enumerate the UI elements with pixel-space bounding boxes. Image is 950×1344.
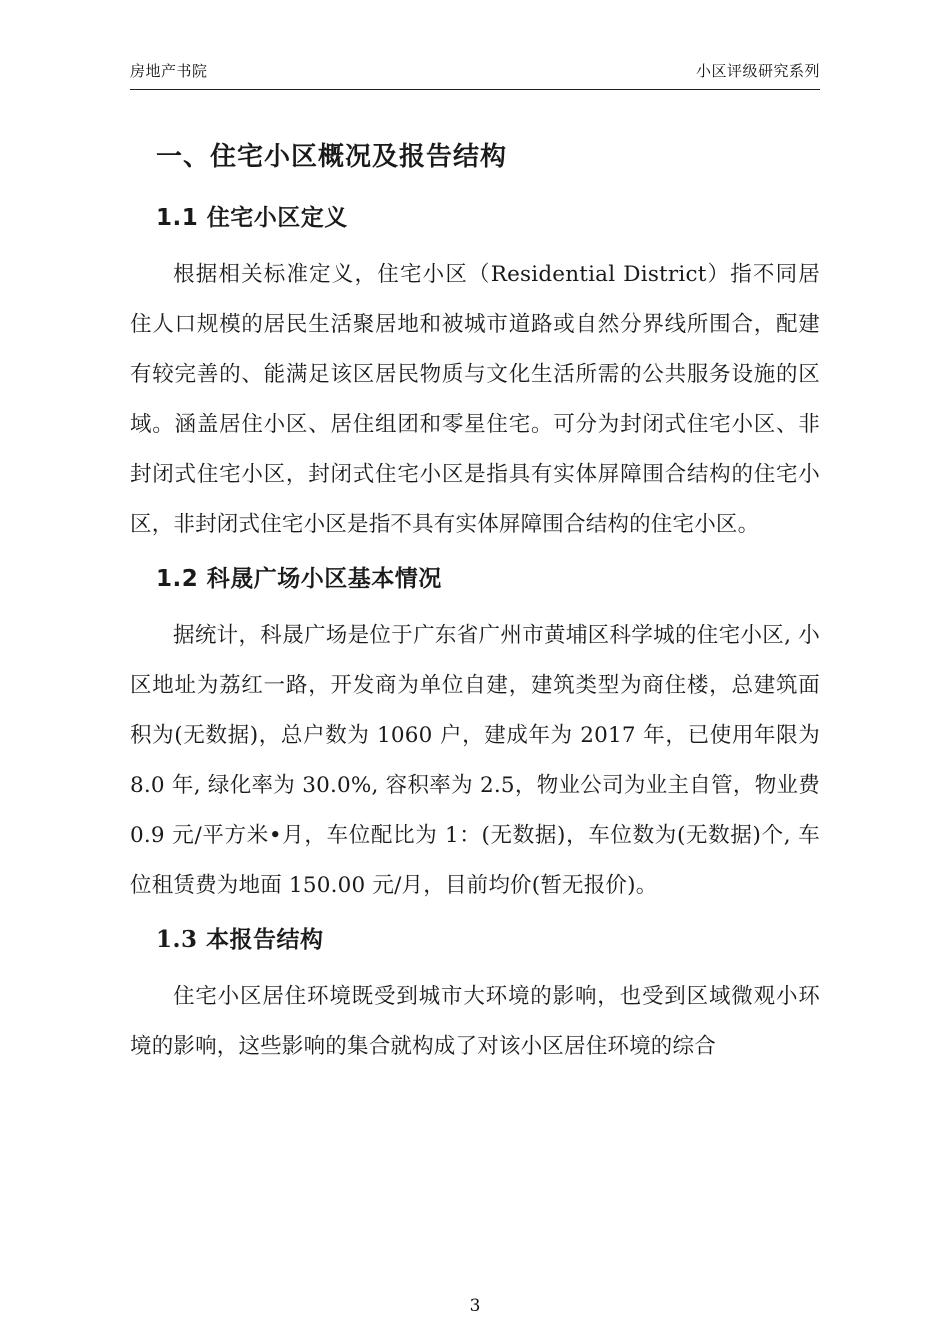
section-heading-1-3: 1.3 本报告结构 — [156, 926, 324, 953]
section-heading-1-1: 1.1 住宅小区定义 — [156, 205, 348, 231]
section-heading-1-2: 1.2 科晟广场小区基本情况 — [156, 566, 442, 592]
section-paragraph-1-1: 根据相关标准定义，住宅小区（Residential District）指不同居住人口规模的居民生活聚居地和被城市道路或自然分界线所围合，配建有较完善的、能满足该区居民物质与文化生活所需的公共服务设施的区域。涵盖居住小区、居住组团和零星住宅。可分为封闭式住宅小区、非封闭式住宅小区，封闭式住宅小区是指具有实体屏障围合结构的住宅小区，非封闭式住宅小区是指不具有实体屏障围合结构的住宅小区。 — [130, 262, 820, 537]
running-header-left: 房地产书院 — [130, 62, 208, 80]
page-number: 3 — [469, 1296, 481, 1316]
running-header — [130, 60, 820, 90]
page-content-area — [130, 60, 820, 1284]
running-header-right: 小区评级研究系列 — [695, 62, 820, 80]
section-paragraph-1-3: 住宅小区居住环境既受到城市大环境的影响，也受到区域微观小环境的影响，这些影响的集合就构成了对该小区居住环境的综合 — [130, 984, 820, 1059]
section-paragraph-1-2: 据统计，科晟广场是位于广东省广州市黄埔区科学城的住宅小区, 小区地址为荔红一路，开发商为单位自建，建筑类型为商住楼，总建筑面积为(无数据)，总户数为 1060 户，建成年为 2017 年，已使用年限为 8.0 年, 绿化率为 30.0%, 容积率为 2.5，物业公司为业主自管，物业费 0.9 元/平方米•月，车位配比为 1：(无数据)，车位数为(无数据)个, 车位租赁费为地面 150.00 元/月，目前均价(暂无报价)。 — [130, 623, 820, 898]
chapter-title: 一、住宅小区概况及报告结构 — [156, 142, 508, 172]
